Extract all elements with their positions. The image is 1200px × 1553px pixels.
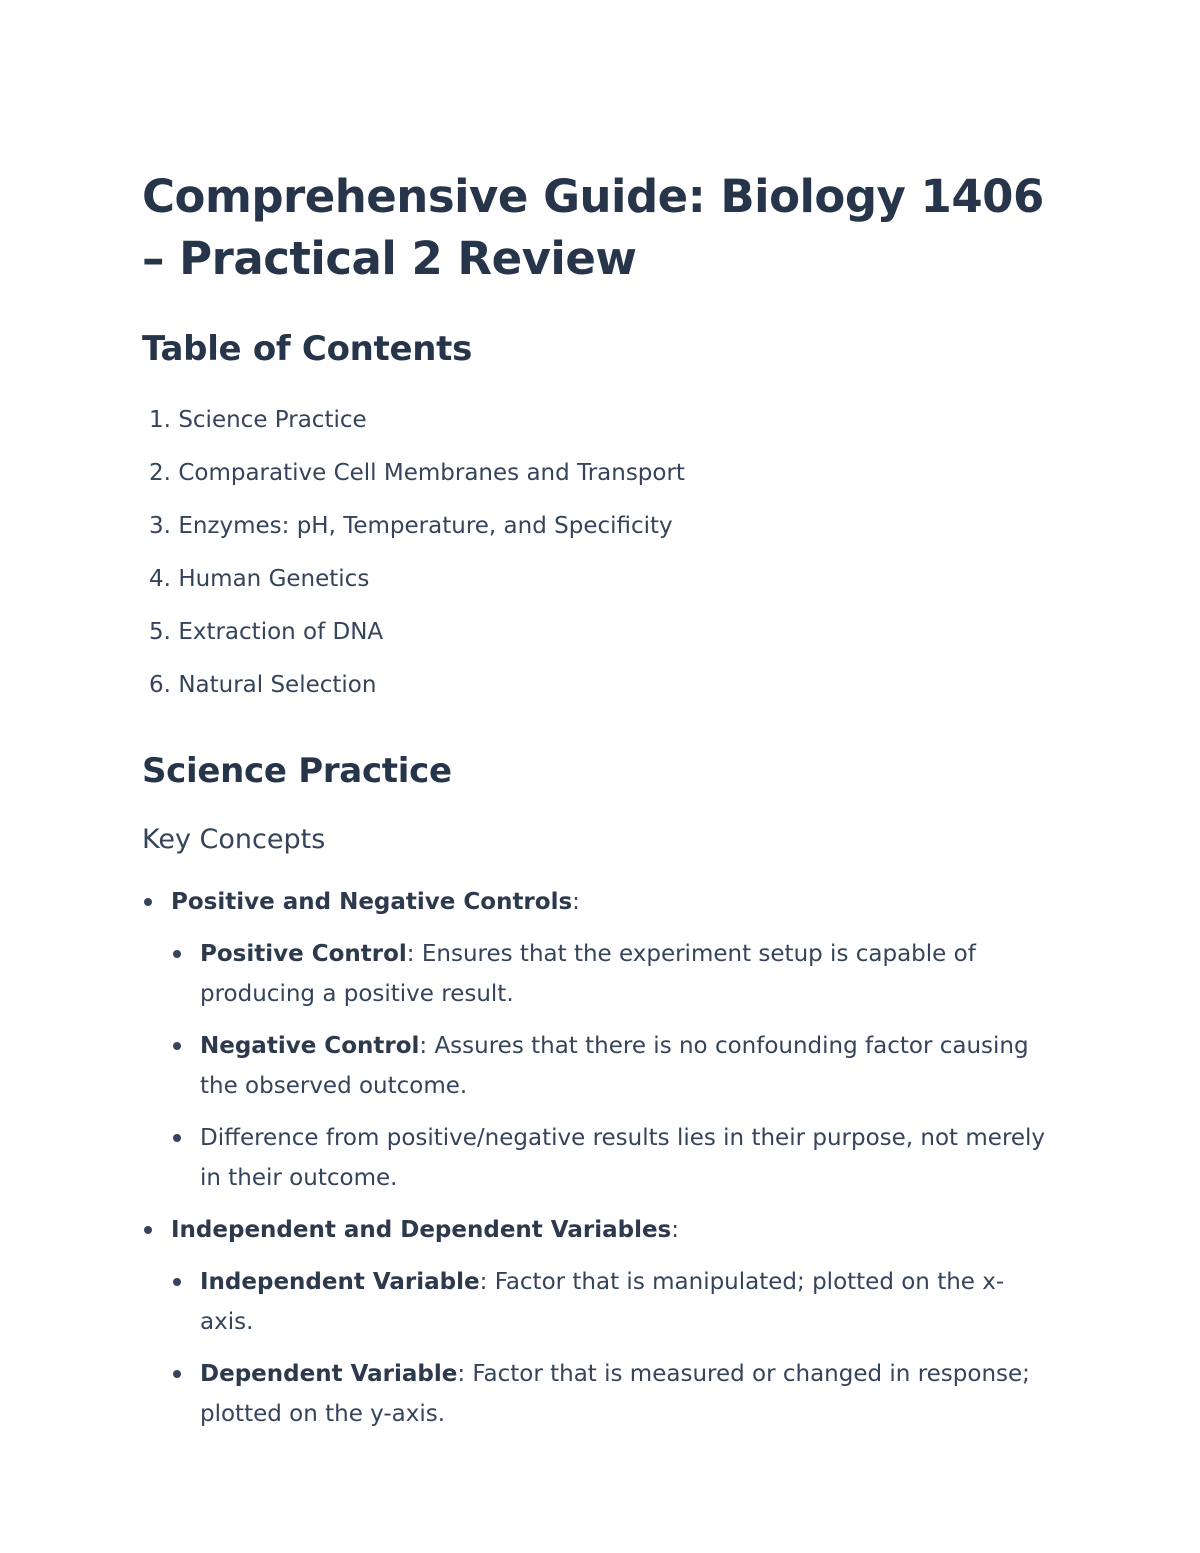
list-item-term: Independent and Dependent Variables	[171, 1217, 672, 1243]
sublist-item-term: Positive Control	[200, 941, 407, 967]
toc-item-number: 6.	[149, 672, 171, 698]
list-item-suffix: :	[572, 889, 580, 915]
sublist-item-term: Dependent Variable	[200, 1361, 458, 1387]
toc-item[interactable]	[142, 447, 1052, 500]
toc-item[interactable]	[142, 606, 1052, 659]
sublist-item-text: : Factor that is measured or changed in response; plotted on the y-axis.	[200, 1361, 1030, 1427]
toc-item-number: 5.	[149, 619, 171, 645]
toc-item[interactable]	[142, 500, 1052, 553]
bullet-icon	[173, 950, 181, 958]
list-item-variables	[142, 1210, 1052, 1434]
bullet-icon	[173, 1278, 181, 1286]
sublist-item-term: Negative Control	[200, 1033, 420, 1059]
sublist-item	[171, 1118, 1052, 1198]
controls-sublist	[171, 934, 1052, 1198]
toc-heading: Table of Contents	[142, 329, 473, 369]
sublist-item-text: : Ensures that the experiment setup is capable of producing a positive result.	[200, 941, 976, 1007]
key-concepts-list	[142, 882, 1052, 1434]
bullet-icon	[173, 1042, 181, 1050]
toc-item-label: Enzymes: pH, Temperature, and Specificity	[178, 513, 673, 539]
toc-item-number: 3.	[149, 513, 171, 539]
list-item-controls	[142, 882, 1052, 1198]
section-heading-science-practice: Science Practice	[142, 751, 452, 791]
sublist-item-term: Independent Variable	[200, 1269, 480, 1295]
toc-item-label: Natural Selection	[178, 672, 377, 698]
list-item-term: Positive and Negative Controls	[171, 889, 573, 915]
table-of-contents	[142, 394, 1052, 712]
sublist-item-text: : Assures that there is no confounding factor causing the observed outcome.	[200, 1033, 1029, 1099]
toc-item-label: Extraction of DNA	[178, 619, 384, 645]
toc-item-number: 2.	[149, 460, 171, 486]
list-item-suffix: :	[671, 1217, 679, 1243]
sublist-item	[171, 1354, 1052, 1434]
variables-sublist	[171, 1262, 1052, 1434]
sublist-item-text: Difference from positive/negative results lies in their purpose, not merely in their outcome.	[200, 1125, 1046, 1191]
toc-item-number: 4.	[149, 566, 171, 592]
sublist-item-text: : Factor that is manipulated; plotted on the x-axis.	[200, 1269, 1005, 1335]
toc-item-label: Science Practice	[178, 407, 367, 433]
bullet-icon	[173, 1370, 181, 1378]
bullet-icon	[173, 1134, 181, 1142]
toc-item-label: Comparative Cell Membranes and Transport	[178, 460, 685, 486]
subheading-key-concepts: Key Concepts	[142, 824, 326, 855]
sublist-item	[171, 1026, 1052, 1106]
toc-item-label: Human Genetics	[178, 566, 370, 592]
toc-item[interactable]	[142, 659, 1052, 712]
document-title: Comprehensive Guide: Biology 1406 – Practical 2 Review	[142, 170, 1044, 285]
toc-item[interactable]	[142, 553, 1052, 606]
sublist-item	[171, 1262, 1052, 1342]
toc-item-number: 1.	[149, 407, 171, 433]
sublist-item	[171, 934, 1052, 1014]
bullet-icon	[144, 898, 152, 906]
toc-item[interactable]	[142, 394, 1052, 447]
document-page	[142, 166, 1052, 1446]
bullet-icon	[144, 1226, 152, 1234]
